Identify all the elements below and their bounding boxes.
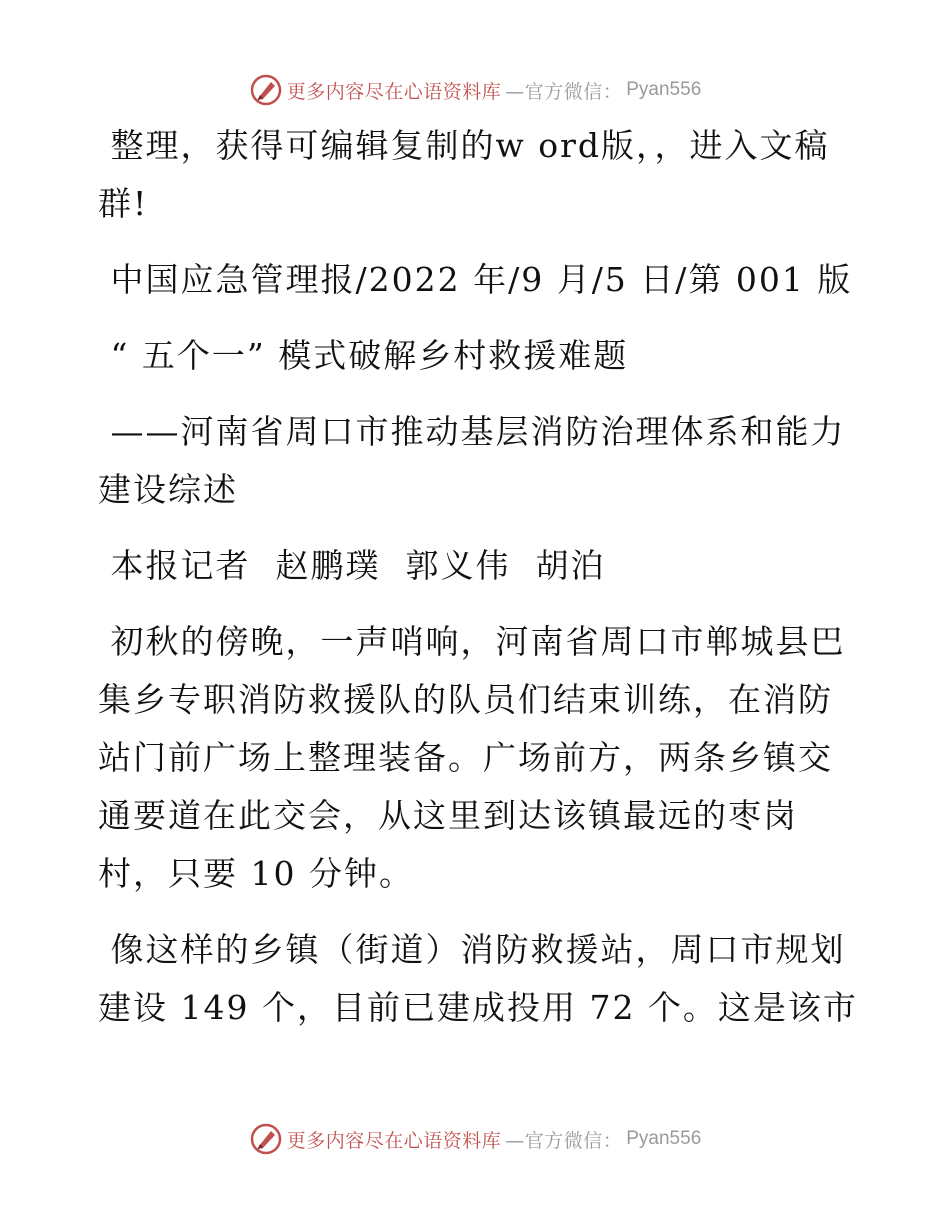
banner-site-text: 更多内容尽在心语资料库 <box>286 1129 502 1152</box>
banner-wechat-text: —官方微信： <box>505 1129 623 1152</box>
paragraph-source-line: 中国应急管理报/2022 年/9 月/5 日/第 001 版 <box>98 260 853 299</box>
banner-wechat-text: —官方微信： <box>505 80 623 103</box>
banner-wechat-id: Pyan556 <box>626 79 702 100</box>
banner-wechat-id: Pyan556 <box>626 1128 702 1149</box>
pen-nib-logo-icon <box>249 73 283 107</box>
paragraph-body-2: 像这样的乡镇（街道）消防救援站，周口市规划建设 149 个，目前已建成投用 72 个。这是该市 <box>98 930 858 1027</box>
pen-nib-logo-icon <box>249 1122 283 1156</box>
article-subtitle: ——河南省周口市推动基层消防治理体系和能力建设综述 <box>98 412 846 509</box>
document-body <box>98 117 858 1055</box>
paragraph-body-1: 初秋的傍晚，一声哨响，河南省周口市郸城县巴集乡专职消防救援队的队员们结束训练，在消防站门前广场上整理装备。广场前方，两条乡镇交通要道在此交会，从这里到达该镇最远的枣岗村，只要 10 分钟。 <box>98 622 846 893</box>
article-byline: 本报记者 赵鹏璞 郭义伟 胡泊 <box>98 546 606 585</box>
paragraph-intro-note: 整理，获得可编辑复制的w ord版，，进入文稿群! <box>98 126 830 223</box>
article-title: “ 五个一” 模式破解乡村救援难题 <box>98 336 629 375</box>
header-watermark-banner <box>0 70 950 110</box>
footer-watermark-banner <box>0 1119 950 1159</box>
banner-site-text: 更多内容尽在心语资料库 <box>286 80 502 103</box>
